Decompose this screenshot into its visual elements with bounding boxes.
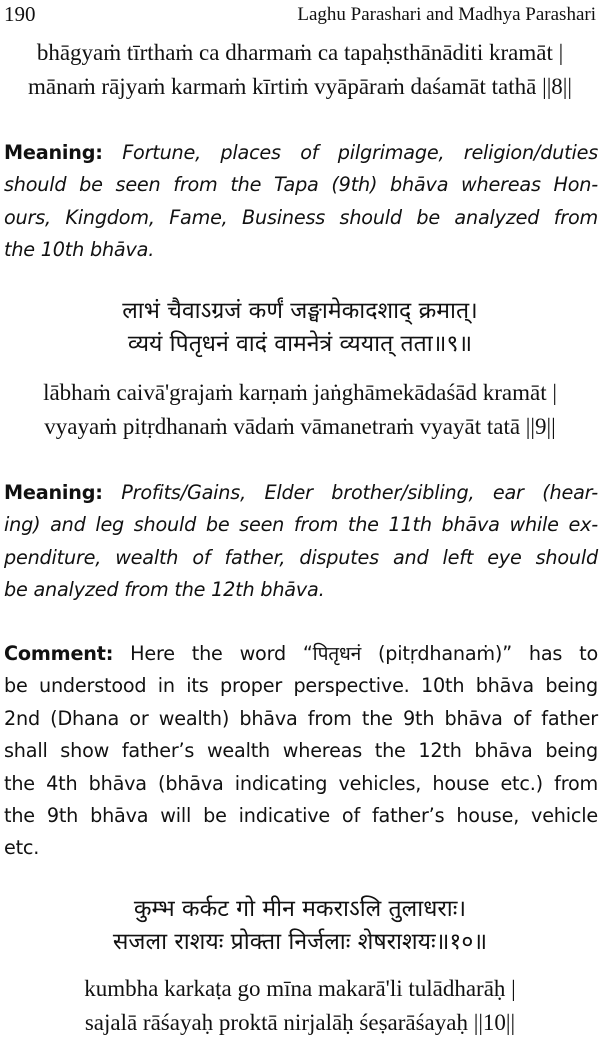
paragraph-line: the 9th bhāva will be indicative of father’s house, vehicle <box>4 804 598 828</box>
paragraph-line: Meaning: Fortune, places of pilgrimage, religion/duties <box>4 141 598 164</box>
verse-10-transliteration <box>0 972 600 1040</box>
page-header <box>4 0 596 34</box>
paragraph-line: the 10th bhāva. <box>4 238 155 262</box>
comment-paragraph <box>4 638 598 865</box>
paragraph-line: should be seen from the Tapa (9th) bhāva whereas Hon- <box>4 173 598 197</box>
meaning-8-paragraph <box>4 137 598 267</box>
verse-line: kumbha karkaṭa go mīna makarā'li tulādharāḥ | <box>84 976 516 1001</box>
verse-9-transliteration <box>0 376 600 444</box>
verse-9-devanagari <box>0 295 600 361</box>
paragraph-line: etc. <box>4 836 40 860</box>
verse-line: कुम्भ कर्कट गो मीन मकराऽलि तुलाधराः। <box>133 896 467 922</box>
paragraph-line: the 4th bhāva (bhāva indicating vehicles, house etc.) from <box>4 771 598 795</box>
meaning-label: Meaning: <box>4 141 103 164</box>
paragraph-line: ours, Kingdom, Fame, Business should be analyzed from <box>4 205 598 229</box>
paragraph-line: be analyzed from the 12th bhāva. <box>4 578 325 602</box>
verse-line: सजला राशयः प्रोक्ता निर्जलाः शेषराशयः॥१०॥ <box>112 929 488 955</box>
verse-line: bhāgyaṁ tīrthaṁ ca dharmaṁ ca tapaḥsthānāditi kramāt | <box>36 40 564 65</box>
verse-line: mānaṁ rājyaṁ karmaṁ kīrtiṁ vyāpāraṁ daśamāt tathā ||8|| <box>27 74 573 99</box>
meaning-label: Meaning: <box>4 481 103 504</box>
paragraph-line: shall show father’s wealth whereas the 12th bhāva being <box>4 739 598 763</box>
paragraph-line: Comment: Here the word “पितृधनं (pitṛdhanaṁ)” has to <box>4 642 598 665</box>
paragraph-line: Meaning: Profits/Gains, Elder brother/sibling, ear (hear- <box>4 481 598 504</box>
verse-8-transliteration <box>0 36 600 104</box>
verse-line: लाभं चैवाऽग्रजं कर्णं जङ्घामेकादशाद् क्रमात्। <box>122 298 478 324</box>
running-head: Laghu Parashari and Madhya Parashari <box>297 4 596 25</box>
verse-line: व्ययं पितृधनं वादं वामनेत्रं व्ययात् तता॥९॥ <box>127 331 473 357</box>
paragraph-line: ing) and leg should be seen from the 11th bhāva while ex- <box>4 513 598 537</box>
inline-devanagari-word: पितृधनं <box>312 642 362 665</box>
paragraph-line: penditure, wealth of father, disputes and left eye should <box>4 545 598 569</box>
meaning-9-paragraph <box>4 477 598 607</box>
paragraph-line: 2nd (Dhana or wealth) bhāva from the 9th bhāva of father <box>4 706 598 730</box>
verse-line: vyayaṁ pitṛdhanaṁ vādaṁ vāmanetraṁ vyayāt tatā ||9|| <box>44 414 556 439</box>
verse-line: sajalā rāśayaḥ proktā nirjalāḥ śeṣarāśayaḥ ||10|| <box>84 1010 516 1035</box>
paragraph-line: be understood in its proper perspective. 10th bhāva being <box>4 674 598 698</box>
page-number: 190 <box>4 2 36 26</box>
verse-line: lābhaṁ caivā'grajaṁ karṇaṁ jaṅghāmekādaśād kramāt | <box>43 380 557 405</box>
comment-label: Comment: <box>4 642 114 665</box>
verse-10-devanagari <box>0 893 600 959</box>
